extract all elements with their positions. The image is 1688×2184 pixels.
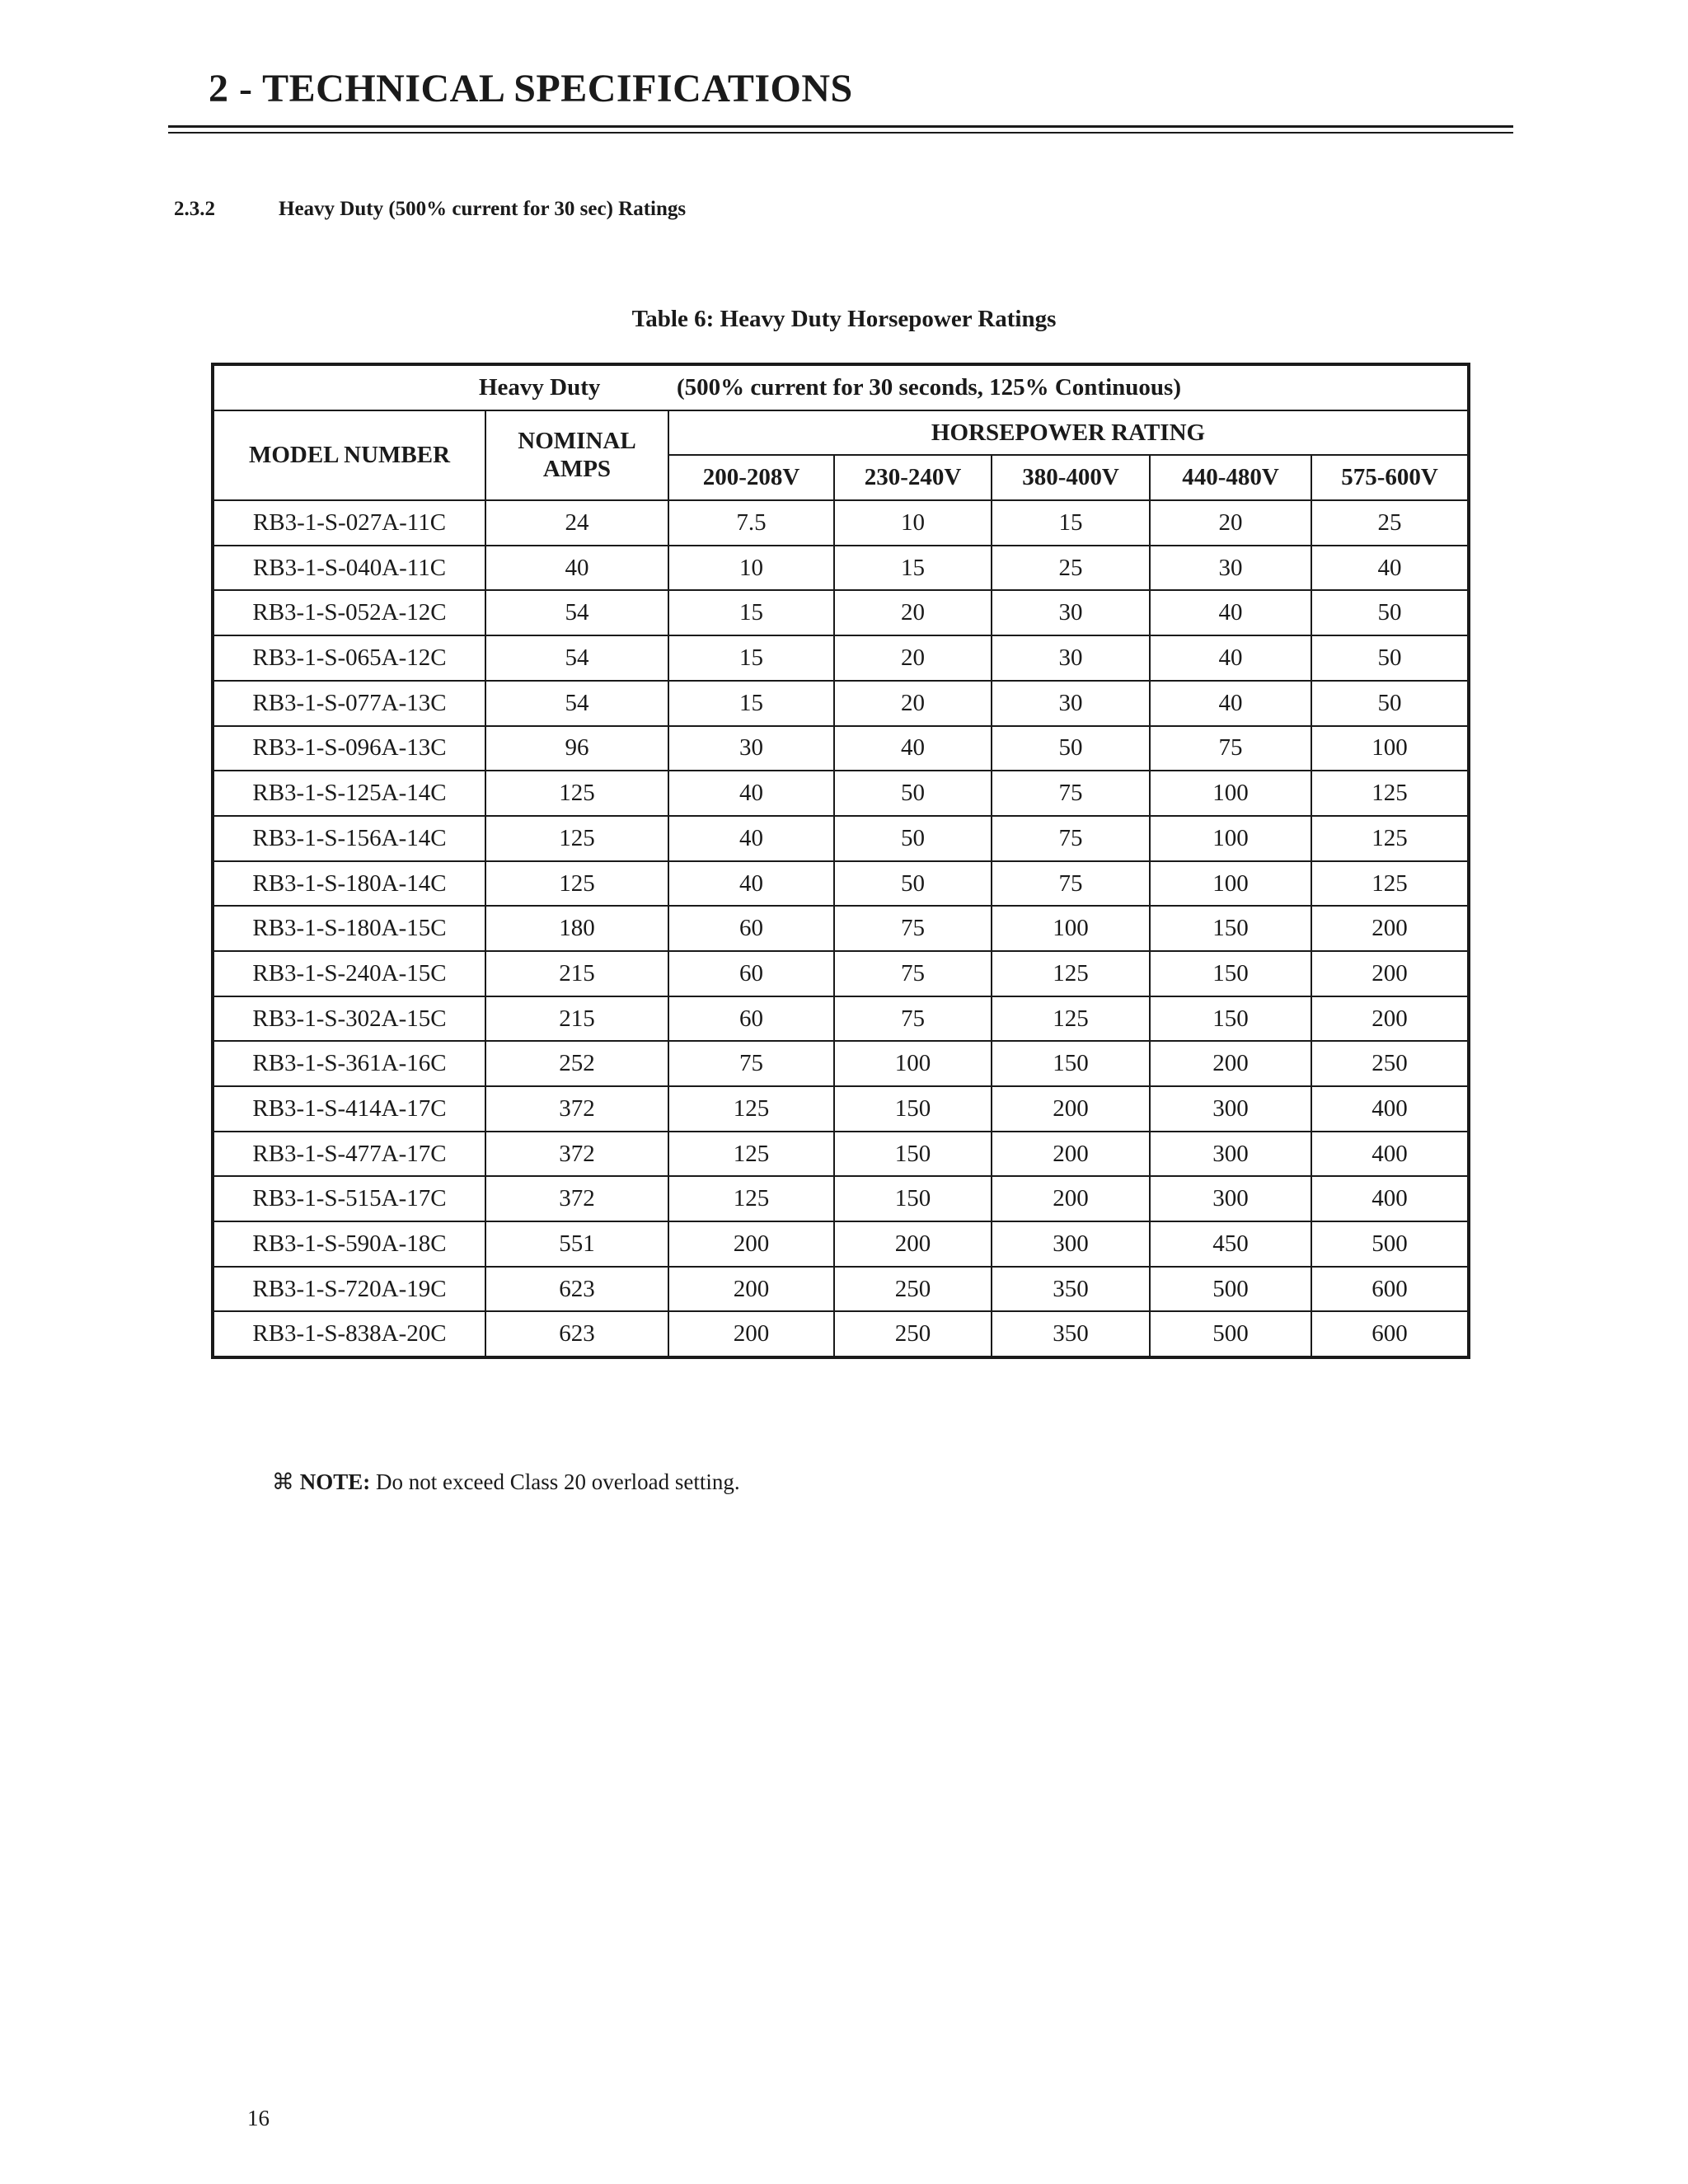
nominal-amps-cell: 54 (485, 635, 668, 681)
hp-cell: 7.5 (668, 500, 834, 546)
table-row (213, 906, 1469, 951)
model-number-cell: RB3-1-S-156A-14C (213, 816, 485, 861)
hp-cell: 250 (834, 1311, 992, 1357)
model-number-cell: RB3-1-S-052A-12C (213, 590, 485, 635)
hp-cell: 75 (668, 1041, 834, 1086)
note (272, 1469, 740, 1495)
hp-cell: 100 (1150, 771, 1311, 816)
hp-cell: 350 (992, 1311, 1150, 1357)
hp-cell: 40 (668, 861, 834, 907)
model-number-cell: RB3-1-S-838A-20C (213, 1311, 485, 1357)
nominal-amps-cell: 54 (485, 681, 668, 726)
table-row (213, 1086, 1469, 1132)
col-header-amps-line2: AMPS (542, 456, 612, 483)
hp-cell: 60 (668, 996, 834, 1042)
table-row (213, 681, 1469, 726)
col-header-hp-group: HORSEPOWER RATING (668, 410, 1469, 456)
header-rule-bottom (168, 132, 1513, 134)
hp-cell: 60 (668, 906, 834, 951)
hp-cell: 50 (834, 816, 992, 861)
hp-cell: 100 (1150, 816, 1311, 861)
hp-cell: 30 (992, 590, 1150, 635)
hp-cell: 25 (992, 546, 1150, 591)
table-row (213, 861, 1469, 907)
hp-cell: 30 (992, 635, 1150, 681)
model-number-cell: RB3-1-S-515A-17C (213, 1176, 485, 1221)
header-rule-top (168, 125, 1513, 128)
hp-cell: 200 (1311, 996, 1469, 1042)
hp-cell: 15 (668, 635, 834, 681)
table-row (213, 726, 1469, 771)
hp-cell: 125 (668, 1176, 834, 1221)
hp-cell: 200 (1311, 906, 1469, 951)
col-header-voltage: 440-480V (1150, 455, 1311, 500)
note-symbol-icon: ⌘ (272, 1469, 294, 1494)
hp-cell: 15 (668, 681, 834, 726)
nominal-amps-cell: 125 (485, 771, 668, 816)
table-row (213, 1132, 1469, 1177)
model-number-cell: RB3-1-S-077A-13C (213, 681, 485, 726)
hp-cell: 125 (1311, 816, 1469, 861)
hp-cell: 40 (668, 771, 834, 816)
hp-cell: 20 (1150, 500, 1311, 546)
table-body (213, 500, 1469, 1357)
note-label: NOTE: (299, 1469, 371, 1494)
hp-cell: 40 (834, 726, 992, 771)
hp-cell: 10 (834, 500, 992, 546)
table-row (213, 1176, 1469, 1221)
model-number-cell: RB3-1-S-065A-12C (213, 635, 485, 681)
model-number-cell: RB3-1-S-477A-17C (213, 1132, 485, 1177)
col-header-voltage: 200-208V (668, 455, 834, 500)
table-header-row (213, 410, 1469, 456)
hp-cell: 50 (1311, 681, 1469, 726)
table-row (213, 1041, 1469, 1086)
table-row (213, 635, 1469, 681)
model-number-cell: RB3-1-S-720A-19C (213, 1267, 485, 1312)
model-number-cell: RB3-1-S-027A-11C (213, 500, 485, 546)
table-banner (213, 364, 1469, 410)
model-number-cell: RB3-1-S-125A-14C (213, 771, 485, 816)
hp-cell: 50 (1311, 590, 1469, 635)
hp-cell: 75 (834, 906, 992, 951)
page-number: 16 (247, 2106, 270, 2130)
model-number-cell: RB3-1-S-040A-11C (213, 546, 485, 591)
banner-label: Heavy Duty (479, 373, 601, 401)
hp-cell: 125 (1311, 771, 1469, 816)
hp-cell: 50 (1311, 635, 1469, 681)
nominal-amps-cell: 125 (485, 861, 668, 907)
table-caption: Table 6: Heavy Duty Horsepower Ratings (631, 306, 1057, 332)
hp-cell: 20 (834, 681, 992, 726)
hp-cell: 125 (668, 1086, 834, 1132)
table-row (213, 1267, 1469, 1312)
hp-cell: 150 (834, 1176, 992, 1221)
hp-cell: 200 (992, 1086, 1150, 1132)
model-number-cell: RB3-1-S-180A-15C (213, 906, 485, 951)
model-number-cell: RB3-1-S-096A-13C (213, 726, 485, 771)
hp-cell: 100 (1150, 861, 1311, 907)
hp-cell: 350 (992, 1267, 1150, 1312)
nominal-amps-cell: 372 (485, 1176, 668, 1221)
nominal-amps-cell: 372 (485, 1086, 668, 1132)
hp-cell: 125 (668, 1132, 834, 1177)
hp-cell: 150 (992, 1041, 1150, 1086)
hp-cell: 300 (992, 1221, 1150, 1267)
nominal-amps-cell: 96 (485, 726, 668, 771)
hp-cell: 300 (1150, 1176, 1311, 1221)
hp-cell: 600 (1311, 1311, 1469, 1357)
hp-cell: 200 (834, 1221, 992, 1267)
hp-cell: 200 (992, 1132, 1150, 1177)
hp-cell: 40 (1150, 590, 1311, 635)
heavy-duty-ratings-table (211, 363, 1470, 1359)
table-row (213, 1221, 1469, 1267)
nominal-amps-cell: 180 (485, 906, 668, 951)
nominal-amps-cell: 215 (485, 951, 668, 996)
hp-cell: 25 (1311, 500, 1469, 546)
col-header-voltage: 230-240V (834, 455, 992, 500)
hp-cell: 20 (834, 590, 992, 635)
hp-cell: 30 (1150, 546, 1311, 591)
hp-cell: 500 (1311, 1221, 1469, 1267)
section-title: Heavy Duty (500% current for 30 sec) Ratings (279, 198, 687, 220)
hp-cell: 150 (1150, 906, 1311, 951)
hp-cell: 200 (668, 1267, 834, 1312)
nominal-amps-cell: 623 (485, 1267, 668, 1312)
hp-cell: 40 (1311, 546, 1469, 591)
model-number-cell: RB3-1-S-302A-15C (213, 996, 485, 1042)
col-header-voltage: 380-400V (992, 455, 1150, 500)
nominal-amps-cell: 372 (485, 1132, 668, 1177)
col-header-model: MODEL NUMBER (213, 410, 485, 500)
table-row (213, 816, 1469, 861)
hp-cell: 75 (992, 816, 1150, 861)
section-number: 2.3.2 (174, 198, 215, 220)
nominal-amps-cell: 24 (485, 500, 668, 546)
nominal-amps-cell: 551 (485, 1221, 668, 1267)
hp-cell: 200 (668, 1221, 834, 1267)
hp-cell: 250 (834, 1267, 992, 1312)
nominal-amps-cell: 623 (485, 1311, 668, 1357)
model-number-cell: RB3-1-S-361A-16C (213, 1041, 485, 1086)
table-row (213, 590, 1469, 635)
hp-cell: 15 (834, 546, 992, 591)
hp-cell: 75 (834, 996, 992, 1042)
hp-cell: 75 (834, 951, 992, 996)
nominal-amps-cell: 252 (485, 1041, 668, 1086)
table-row (213, 996, 1469, 1042)
hp-cell: 600 (1311, 1267, 1469, 1312)
hp-cell: 75 (1150, 726, 1311, 771)
hp-cell: 450 (1150, 1221, 1311, 1267)
hp-cell: 300 (1150, 1132, 1311, 1177)
hp-cell: 300 (1150, 1086, 1311, 1132)
hp-cell: 500 (1150, 1311, 1311, 1357)
hp-cell: 30 (992, 681, 1150, 726)
hp-cell: 100 (1311, 726, 1469, 771)
hp-cell: 125 (992, 996, 1150, 1042)
nominal-amps-cell: 215 (485, 996, 668, 1042)
hp-cell: 125 (992, 951, 1150, 996)
hp-cell: 10 (668, 546, 834, 591)
hp-cell: 150 (834, 1132, 992, 1177)
nominal-amps-cell: 125 (485, 816, 668, 861)
chapter-title: 2 - TECHNICAL SPECIFICATIONS (209, 67, 853, 110)
hp-cell: 150 (1150, 996, 1311, 1042)
hp-cell: 250 (1311, 1041, 1469, 1086)
hp-cell: 30 (668, 726, 834, 771)
table-row (213, 1311, 1469, 1357)
hp-cell: 500 (1150, 1267, 1311, 1312)
note-text: Do not exceed Class 20 overload setting. (376, 1469, 740, 1494)
col-header-amps (485, 410, 668, 500)
table-banner-row (213, 364, 1469, 410)
hp-cell: 75 (992, 771, 1150, 816)
hp-cell: 50 (834, 861, 992, 907)
hp-cell: 15 (668, 590, 834, 635)
hp-cell: 125 (1311, 861, 1469, 907)
table-row (213, 771, 1469, 816)
model-number-cell: RB3-1-S-240A-15C (213, 951, 485, 996)
hp-cell: 40 (668, 816, 834, 861)
hp-cell: 200 (1150, 1041, 1311, 1086)
hp-cell: 200 (1311, 951, 1469, 996)
banner-detail: (500% current for 30 seconds, 125% Continuous) (677, 373, 1181, 401)
table-row (213, 546, 1469, 591)
hp-cell: 75 (992, 861, 1150, 907)
table-row (213, 500, 1469, 546)
hp-cell: 50 (992, 726, 1150, 771)
section-heading (174, 198, 686, 221)
hp-cell: 60 (668, 951, 834, 996)
nominal-amps-cell: 54 (485, 590, 668, 635)
hp-cell: 40 (1150, 681, 1311, 726)
model-number-cell: RB3-1-S-590A-18C (213, 1221, 485, 1267)
hp-cell: 100 (834, 1041, 992, 1086)
hp-cell: 200 (668, 1311, 834, 1357)
hp-cell: 100 (992, 906, 1150, 951)
hp-cell: 200 (992, 1176, 1150, 1221)
nominal-amps-cell: 40 (485, 546, 668, 591)
model-number-cell: RB3-1-S-414A-17C (213, 1086, 485, 1132)
hp-cell: 15 (992, 500, 1150, 546)
hp-cell: 40 (1150, 635, 1311, 681)
hp-cell: 20 (834, 635, 992, 681)
col-header-amps-line1: NOMINAL (518, 427, 636, 454)
hp-cell: 400 (1311, 1086, 1469, 1132)
model-number-cell: RB3-1-S-180A-14C (213, 861, 485, 907)
hp-cell: 150 (834, 1086, 992, 1132)
hp-cell: 150 (1150, 951, 1311, 996)
hp-cell: 400 (1311, 1176, 1469, 1221)
col-header-voltage: 575-600V (1311, 455, 1469, 500)
table-row (213, 951, 1469, 996)
hp-cell: 50 (834, 771, 992, 816)
hp-cell: 400 (1311, 1132, 1469, 1177)
